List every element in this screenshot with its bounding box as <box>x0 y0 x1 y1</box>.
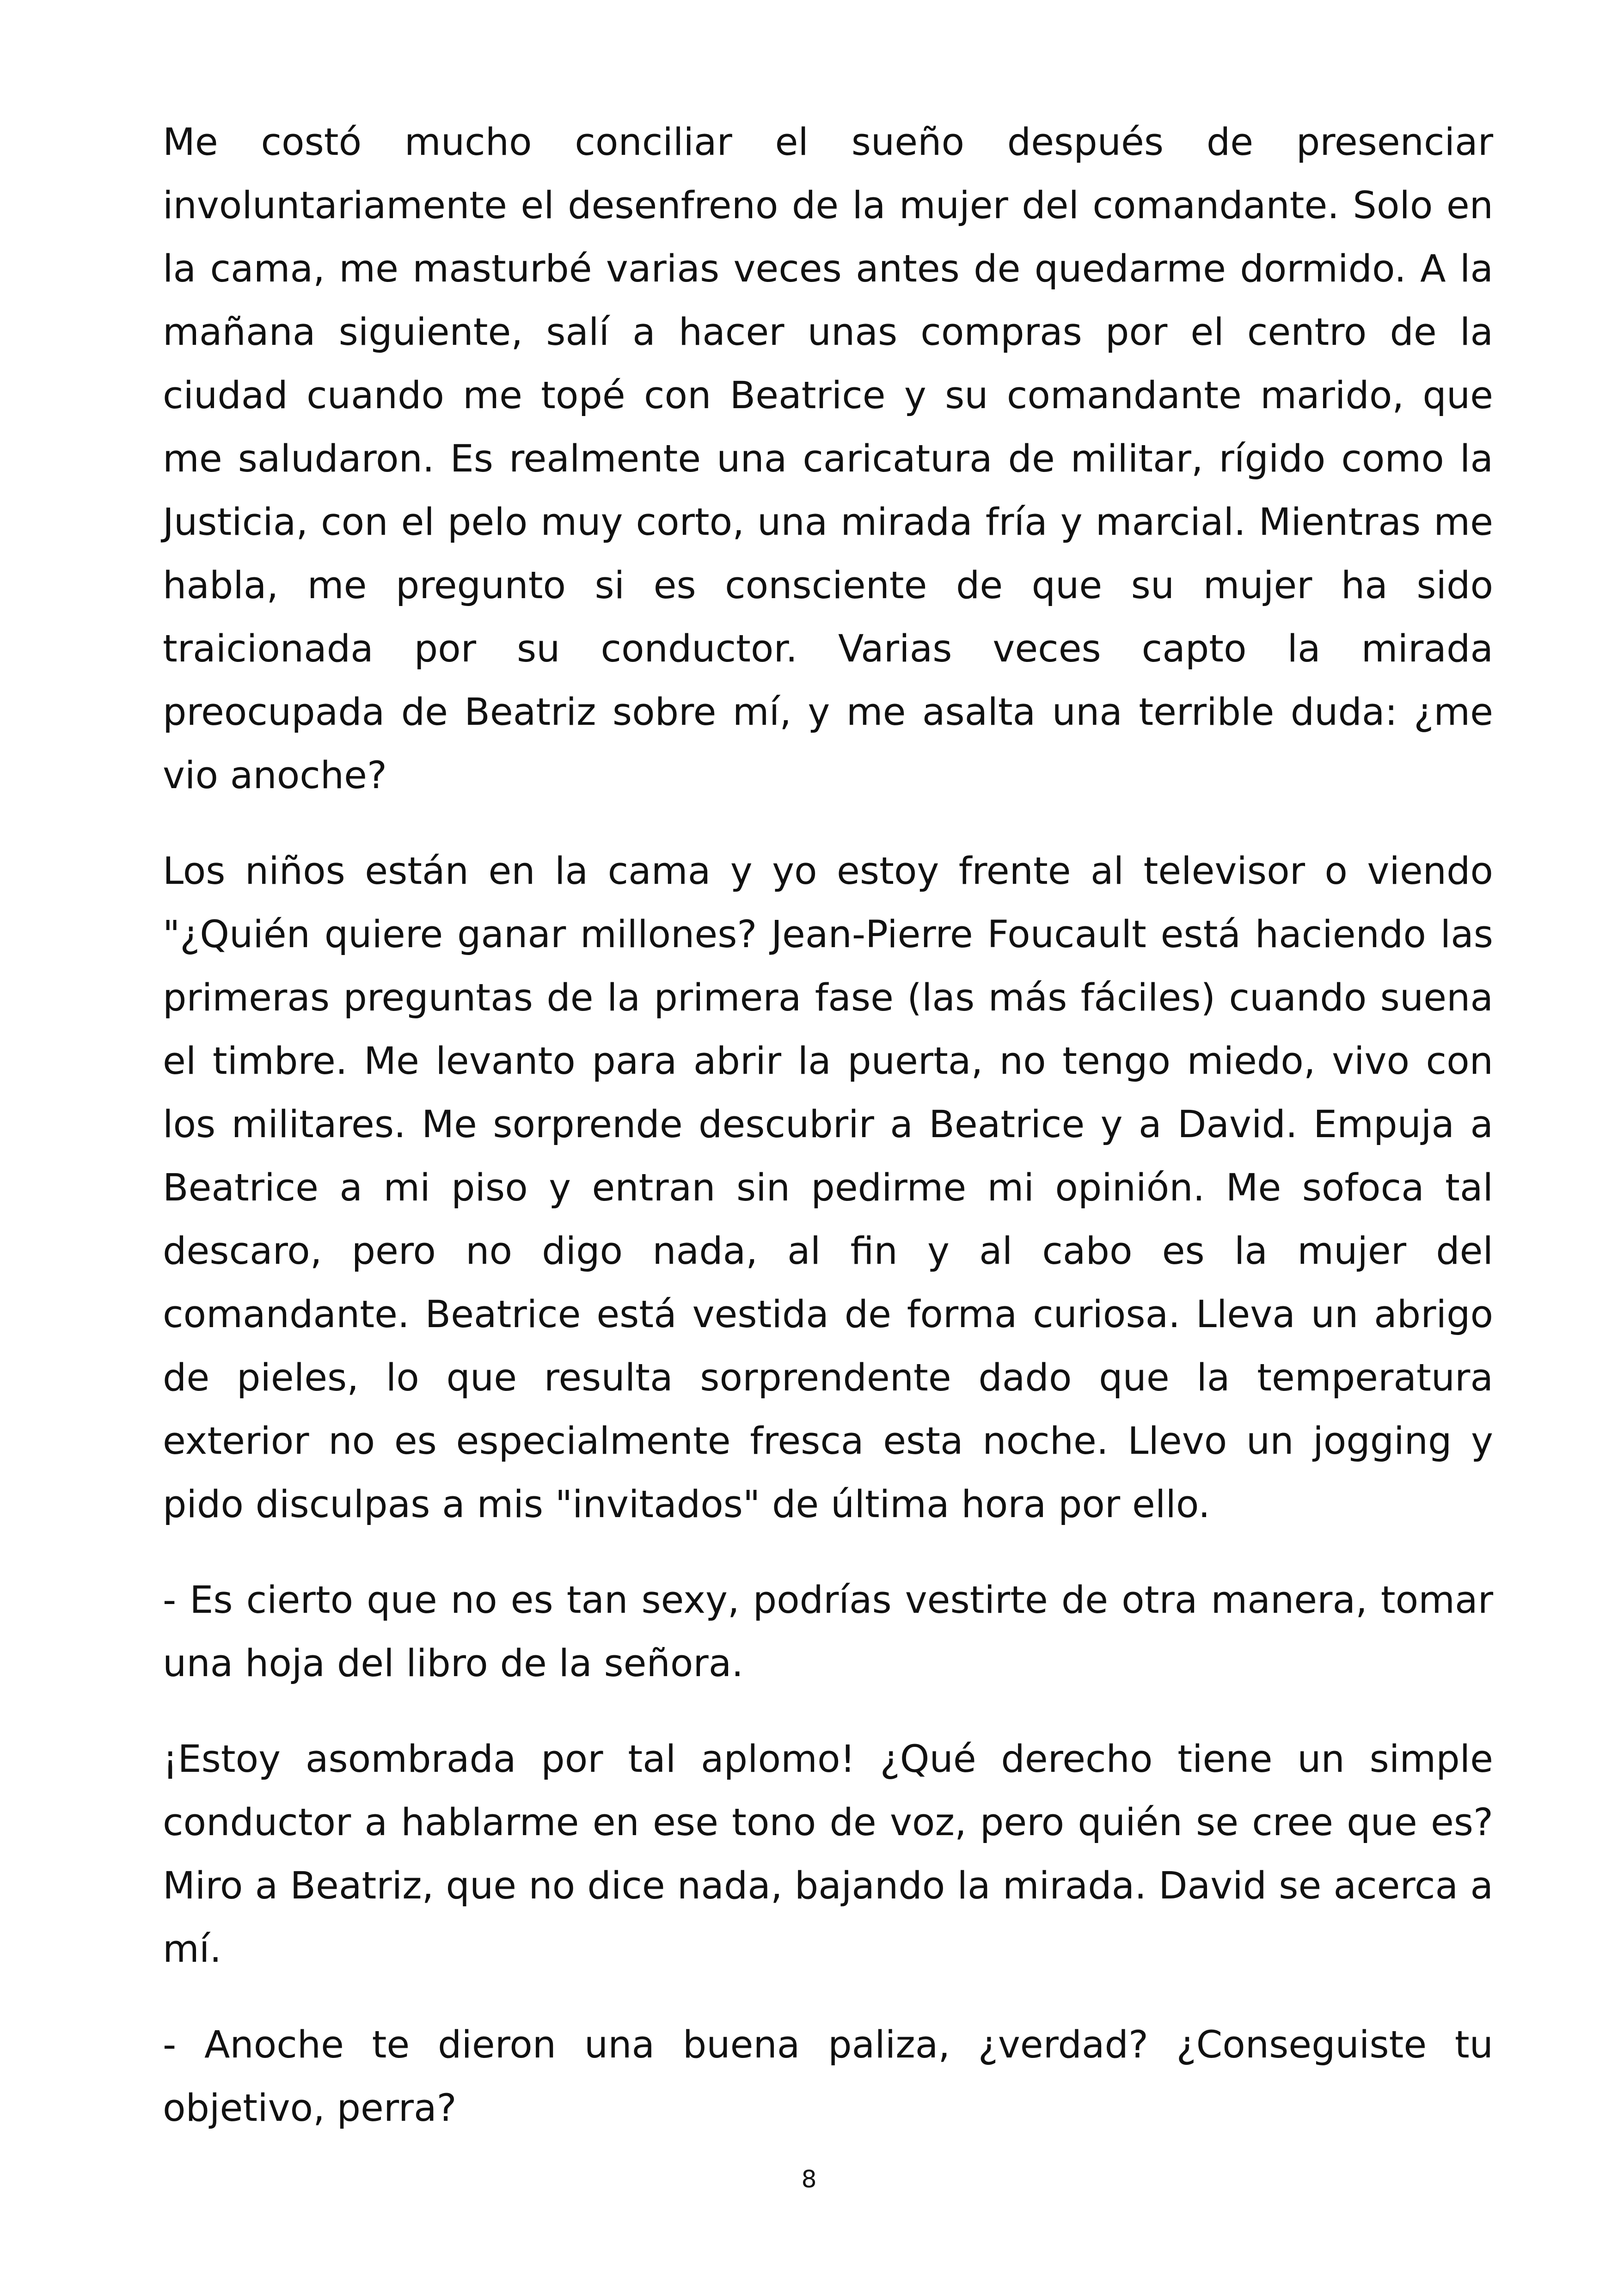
paragraph-3: - Es cierto que no es tan sexy, podrías vestirte de otra manera, tomar una hoja del libro de la señora. <box>163 1579 1493 1685</box>
paragraph-1: Me costó mucho conciliar el sueño después de presenciar involuntariamente el desenfreno de la mujer del comandante. Solo en la cama, me masturbé varias veces antes de quedarme dormido. A la mañana siguiente, salí a hacer unas compras por el centro de la ciudad cuando me topé con Beatrice y su comandante marido, que me saludaron. Es realmente una caricatura de militar, rígido como la Justicia, con el pelo muy corto, una mirada fría y marcial. Mientras me habla, me pregunto si es consciente de que su mujer ha sido traicionada por su conductor. Varias veces capto la mirada preocupada de Beatriz sobre mí, y me asalta una terrible duda: ¿me vio anoche? <box>163 121 1493 797</box>
paragraph-5: - Anoche te dieron una buena paliza, ¿verdad? ¿Conseguiste tu objetivo, perra? <box>163 2023 1493 2130</box>
paragraph-4: ¡Estoy asombrada por tal aplomo! ¿Qué derecho tiene un simple conductor a hablarme en ese tono de voz, pero quién se cree que es? Miro a Beatriz, que no dice nada, bajando la mirada. David se acerca a mí. <box>163 1738 1493 1971</box>
page-number: 8 <box>801 2166 817 2193</box>
paragraph-2: Los niños están en la cama y yo estoy frente al televisor o viendo "¿Quién quiere ganar millones? Jean-Pierre Foucault está haciendo las primeras preguntas de la primera fase (las más fáciles) cuando suena el timbre. Me levanto para abrir la puerta, no tengo miedo, vivo con los militares. Me sorprende descubrir a Beatrice y a David. Empuja a Beatrice a mi piso y entran sin pedirme mi opinión. Me sofoca tal descaro, pero no digo nada, al fin y al cabo es la mujer del comandante. Beatrice está vestida de forma curiosa. Lleva un abrigo de pieles, lo que resulta sorprendente dado que la temperatura exterior no es especialmente fresca esta noche. Llevo un jogging y pido disculpas a mis "invitados" de última hora por ello. <box>163 850 1493 1526</box>
page-body <box>163 111 1493 2173</box>
